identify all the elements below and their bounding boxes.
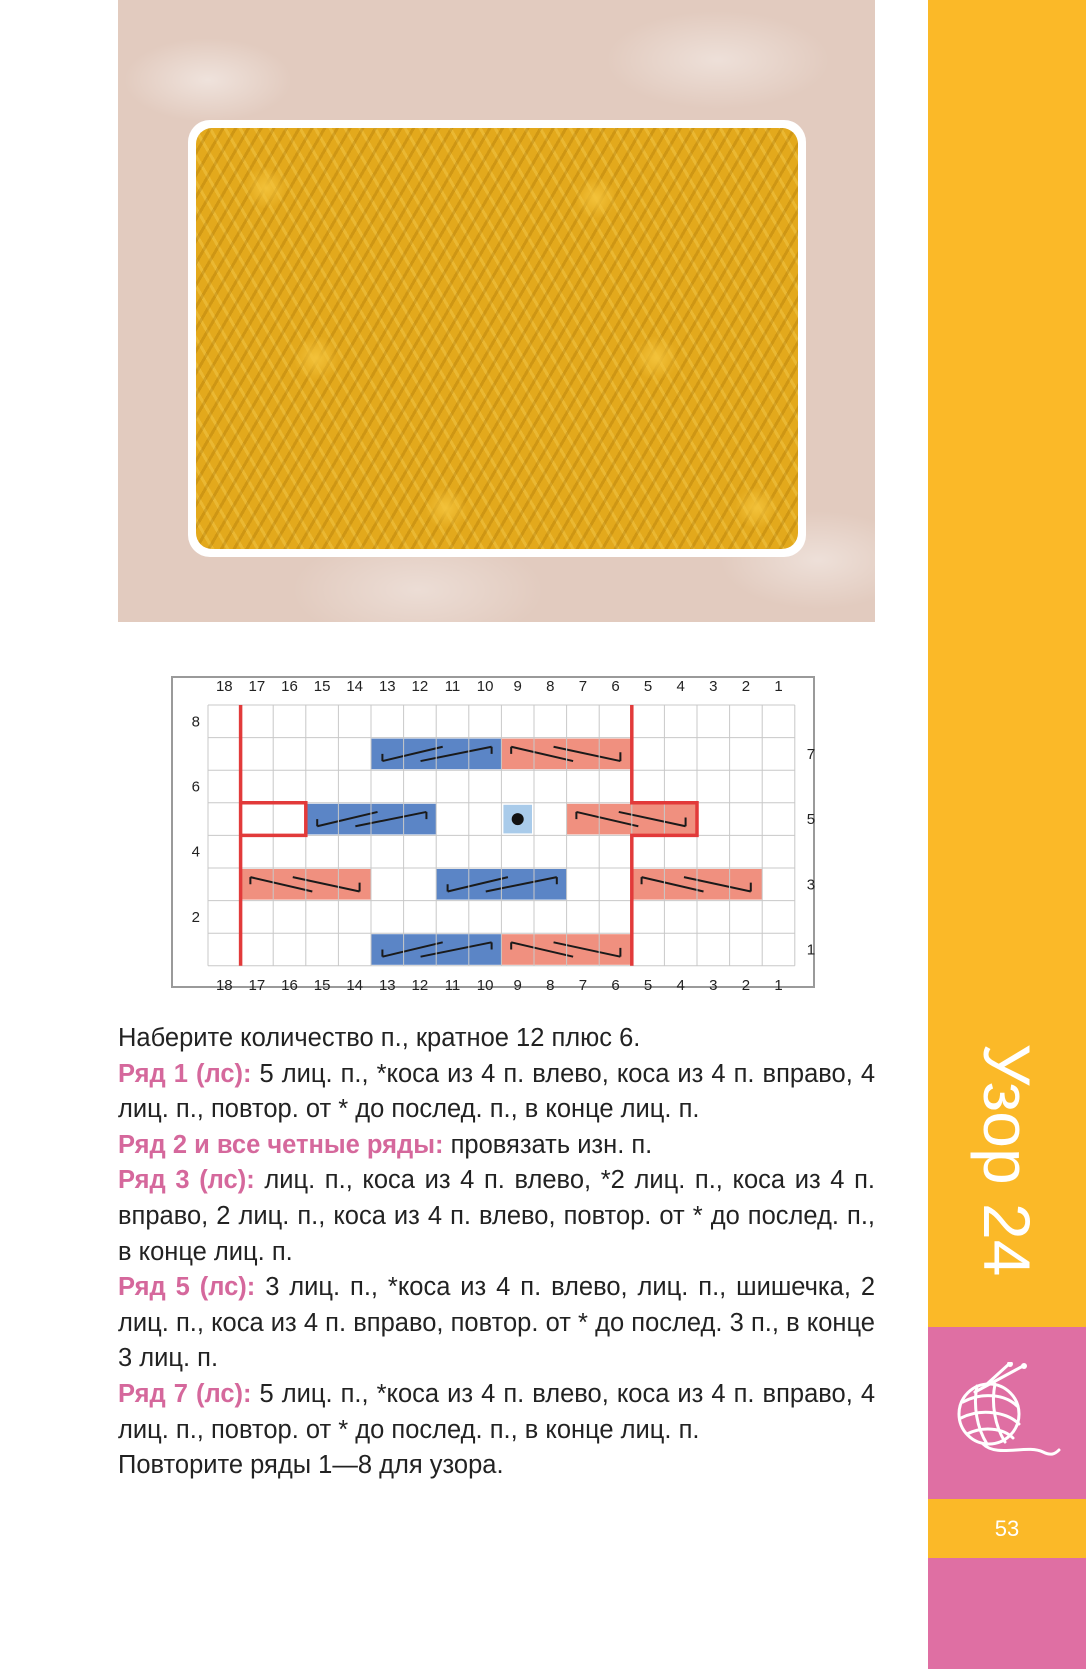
column-label-top: 8 <box>546 678 555 695</box>
column-label-top: 2 <box>741 678 751 695</box>
column-label-bottom: 6 <box>611 976 620 994</box>
row-3-label: Ряд 3 (лс): <box>118 1166 255 1195</box>
column-label-top: 18 <box>215 678 233 695</box>
row-label-left: 4 <box>191 843 200 861</box>
column-label-bottom: 13 <box>378 976 396 994</box>
row-5-label: Ряд 5 (лс): <box>118 1273 256 1302</box>
row-label-left: 2 <box>191 908 200 926</box>
column-label-bottom: 17 <box>248 976 266 994</box>
column-label-top: 14 <box>346 678 364 695</box>
column-label-bottom: 3 <box>709 976 718 994</box>
row-5-text: 3 лиц. п., *коса из 4 п. влево, лиц. п., шишечка, 2 лиц. п., коса из 4 п. вправо, повтор. от * до послед. 3 п., в конце 3 лиц. п. <box>118 1273 876 1373</box>
cast-on-text: Наберите количество п., кратное 12 плюс 6. <box>118 1024 641 1052</box>
row-label-right: 7 <box>806 745 816 763</box>
column-label-bottom: 9 <box>513 976 522 994</box>
column-label-top: 4 <box>676 678 685 695</box>
row-3-instruction <box>118 1163 875 1270</box>
row-label-right: 1 <box>806 941 816 959</box>
row-1-text: 5 лиц. п., *коса из 4 п. влево, коса из 4 п. вправо, 4 лиц. п., повтор. от * до послед. п., в конце лиц. п. <box>118 1059 875 1124</box>
column-label-bottom: 8 <box>546 976 555 994</box>
row-2-instruction <box>118 1128 875 1164</box>
column-label-top: 16 <box>281 678 298 695</box>
pattern-title-text: Узор 24 <box>970 1043 1044 1277</box>
row-2-text: провязать изн. п. <box>443 1130 653 1159</box>
column-label-bottom: 15 <box>313 976 331 994</box>
row-3-text: лиц. п., коса из 4 п. влево, *2 лиц. п., коса из 4 п. вправо, 2 лиц. п., коса из 4 п. влево, повтор. от * до послед. п., в конце лиц. п. <box>118 1166 876 1266</box>
column-label-top: 1 <box>774 678 783 695</box>
column-label-bottom: 12 <box>411 976 429 994</box>
column-label-top: 15 <box>313 678 331 695</box>
row-1-instruction <box>118 1057 875 1128</box>
column-label-bottom: 16 <box>281 976 298 994</box>
row-label-left: 8 <box>191 713 200 731</box>
column-label-top: 5 <box>643 678 653 695</box>
column-label-bottom: 18 <box>215 976 233 994</box>
column-label-bottom: 2 <box>741 976 751 994</box>
row-label-right: 3 <box>806 876 816 894</box>
row-7-label: Ряд 7 (лс): <box>118 1379 252 1408</box>
instructions <box>118 1021 875 1484</box>
row-label-right: 5 <box>806 811 816 829</box>
row-7-instruction <box>118 1377 875 1448</box>
column-label-top: 7 <box>578 678 588 695</box>
column-label-bottom: 5 <box>643 976 653 994</box>
column-label-top: 10 <box>476 678 494 695</box>
column-label-top: 6 <box>611 678 620 695</box>
column-label-bottom: 14 <box>346 976 364 994</box>
column-label-top: 11 <box>444 678 461 695</box>
column-label-bottom: 10 <box>476 976 494 994</box>
yarn-ball-knitting-needles-icon <box>947 1362 1067 1472</box>
row-1-label: Ряд 1 (лс): <box>118 1059 252 1088</box>
column-label-bottom: 7 <box>578 976 588 994</box>
column-label-top: 3 <box>709 678 718 695</box>
repeat-text: Повторите ряды 1—8 для узора. <box>118 1451 504 1480</box>
column-label-top: 12 <box>411 678 429 695</box>
column-label-top: 17 <box>248 678 266 695</box>
bottom-pink-band <box>928 1558 1086 1669</box>
bobble-dot <box>512 813 524 825</box>
column-label-top: 9 <box>513 678 522 695</box>
row-label-left: 6 <box>191 778 200 796</box>
column-label-top: 13 <box>378 678 396 695</box>
row-5-instruction <box>118 1270 875 1377</box>
pattern-title <box>928 1010 1086 1310</box>
column-label-bottom: 11 <box>444 976 461 994</box>
column-label-bottom: 4 <box>676 976 685 994</box>
column-label-bottom: 1 <box>774 976 783 994</box>
row-7-text: 5 лиц. п., *коса из 4 п. влево, коса из 4 п. вправо, 4 лиц. п., повтор. от * до послед. п., в конце лиц. п. <box>118 1379 875 1444</box>
page-number: 53 <box>994 1516 1020 1541</box>
row-2-label: Ряд 2 и все четные ряды: <box>118 1130 444 1159</box>
